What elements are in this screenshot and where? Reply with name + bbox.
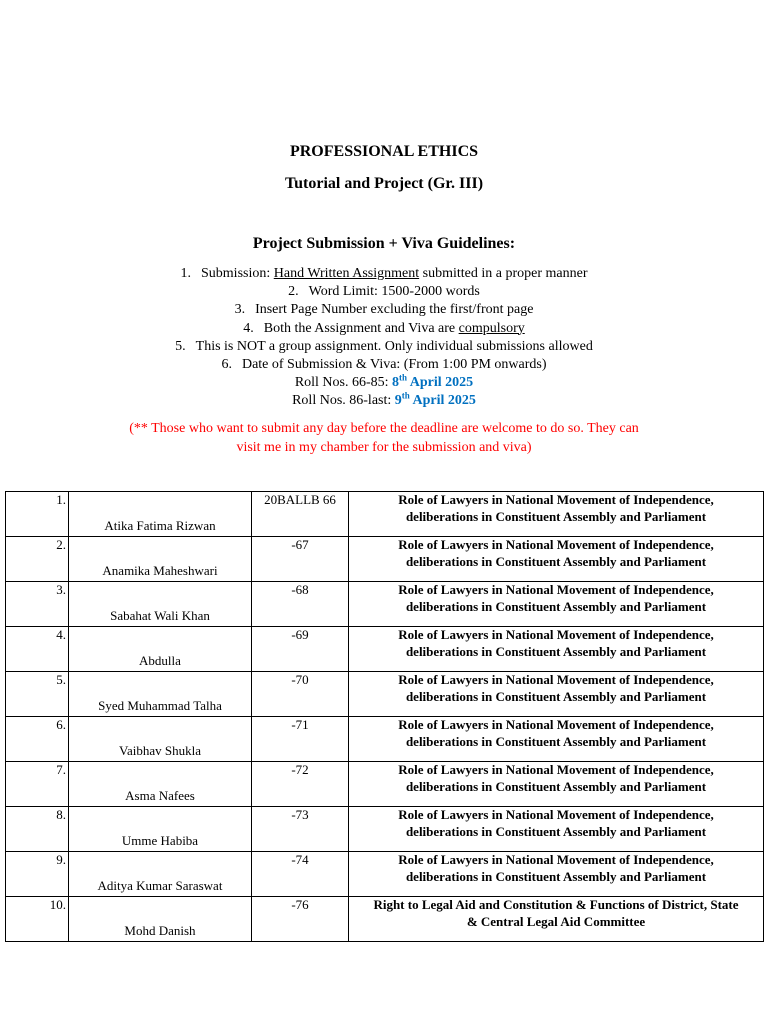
guideline-item-3 <box>0 301 768 319</box>
table-row <box>6 672 764 717</box>
table-row <box>6 807 764 852</box>
guideline-number: 4. <box>243 320 254 336</box>
roll-number-cell: -68 <box>252 582 349 627</box>
serial-number-cell: 2. <box>6 537 69 582</box>
page-subtitle: Tutorial and Project (Gr. III) <box>284 175 484 192</box>
roll-number-cell: -76 <box>252 897 349 942</box>
guideline-text: This is NOT a group assignment. Only individual submissions allowed <box>195 338 593 354</box>
schedule-date: 9th April 2025 <box>394 390 476 409</box>
guideline-text: submitted in a proper manner <box>419 266 588 281</box>
topic-line: deliberations in Constituent Assembly and Parliament <box>405 598 707 614</box>
topic-line: deliberations in Constituent Assembly and Parliament <box>405 508 707 524</box>
roll-number-cell: -72 <box>252 762 349 807</box>
guideline-text: Word Limit: 1500-2000 words <box>308 284 480 300</box>
roll-number-cell: -73 <box>252 807 349 852</box>
roll-number-cell: -74 <box>252 852 349 897</box>
schedule-label: Roll Nos. 66-85: <box>294 375 393 391</box>
guideline-underlined-text: compulsory <box>458 320 525 336</box>
topic-line: Role of Lawyers in National Movement of Independence, <box>398 852 714 867</box>
student-project-table <box>5 491 764 942</box>
table-row <box>6 492 764 537</box>
topic-line: deliberations in Constituent Assembly and Parliament <box>405 823 707 839</box>
topic-line: deliberations in Constituent Assembly and Parliament <box>405 733 707 749</box>
topic-line: Role of Lawyers in National Movement of Independence, <box>398 582 714 597</box>
project-topic-cell <box>349 897 764 942</box>
topic-line: & Central Legal Aid Committee <box>466 913 646 929</box>
table-row <box>6 537 764 582</box>
roll-number-cell: -70 <box>252 672 349 717</box>
submission-notice <box>90 419 678 457</box>
topic-line: deliberations in Constituent Assembly and Parliament <box>405 688 707 704</box>
guideline-text: Date of Submission & Viva: (From 1:00 PM onwards) <box>241 357 547 373</box>
project-topic-cell <box>349 852 764 897</box>
serial-number-cell: 4. <box>6 627 69 672</box>
table-row <box>6 852 764 897</box>
roll-number-cell: -67 <box>252 537 349 582</box>
student-name-cell: Aditya Kumar Saraswat <box>69 852 252 897</box>
serial-number-cell: 5. <box>6 672 69 717</box>
schedule-line <box>0 374 768 392</box>
guideline-item-4 <box>0 320 768 338</box>
guidelines-list <box>0 265 768 411</box>
notice-line: (** Those who want to submit any day before the deadline are welcome to do so. They can <box>129 421 639 436</box>
roll-number-cell: 20BALLB 66 <box>252 492 349 537</box>
student-name-cell: Syed Muhammad Talha <box>69 672 252 717</box>
student-name-cell: Atika Fatima Rizwan <box>69 492 252 537</box>
table-row <box>6 897 764 942</box>
topic-line: Right to Legal Aid and Constitution & Functions of District, State <box>373 897 739 912</box>
serial-number-cell: 9. <box>6 852 69 897</box>
project-topic-cell <box>349 672 764 717</box>
student-name-cell: Asma Nafees <box>69 762 252 807</box>
table-row <box>6 582 764 627</box>
serial-number-cell: 6. <box>6 717 69 762</box>
guideline-number: 5. <box>175 338 186 354</box>
topic-line: deliberations in Constituent Assembly and Parliament <box>405 553 707 569</box>
topic-line: deliberations in Constituent Assembly and Parliament <box>405 778 707 794</box>
guideline-text: Both the Assignment and Viva are <box>263 320 459 336</box>
topic-line: deliberations in Constituent Assembly and Parliament <box>405 643 707 659</box>
guideline-item-1 <box>0 265 768 283</box>
project-topic-cell <box>349 717 764 762</box>
project-topic-cell <box>349 762 764 807</box>
guideline-number: 2. <box>288 284 299 300</box>
schedule-label: Roll Nos. 86-last: <box>292 393 395 409</box>
serial-number-cell: 3. <box>6 582 69 627</box>
guideline-number: 3. <box>234 302 246 318</box>
topic-line: Role of Lawyers in National Movement of Independence, <box>398 762 714 777</box>
guideline-number: 6. <box>221 357 232 373</box>
guideline-underlined-text: Hand Written Assignment <box>273 266 420 281</box>
guideline-text: Submission: <box>201 266 274 281</box>
topic-line: Role of Lawyers in National Movement of Independence, <box>398 717 714 732</box>
topic-line: Role of Lawyers in National Movement of Independence, <box>398 492 714 507</box>
guideline-item-5 <box>0 338 768 356</box>
guidelines-heading: Project Submission + Viva Guidelines: <box>252 235 516 252</box>
student-name-cell: Mohd Danish <box>69 897 252 942</box>
student-name-cell: Sabahat Wali Khan <box>69 582 252 627</box>
serial-number-cell: 1. <box>6 492 69 537</box>
topic-line: Role of Lawyers in National Movement of Independence, <box>398 537 714 552</box>
topic-line: Role of Lawyers in National Movement of Independence, <box>398 807 714 822</box>
table-row <box>6 627 764 672</box>
topic-line: Role of Lawyers in National Movement of Independence, <box>398 627 714 642</box>
topic-line: Role of Lawyers in National Movement of Independence, <box>398 672 714 687</box>
student-name-cell: Vaibhav Shukla <box>69 717 252 762</box>
table-row <box>6 717 764 762</box>
schedule-date: 8th April 2025 <box>392 372 474 391</box>
page-title: PROFESSIONAL ETHICS <box>289 143 479 160</box>
table-row <box>6 762 764 807</box>
project-topic-cell <box>349 627 764 672</box>
guideline-item-2 <box>0 283 768 301</box>
guideline-text: Insert Page Number excluding the first/front page <box>255 302 534 318</box>
serial-number-cell: 7. <box>6 762 69 807</box>
student-name-cell: Abdulla <box>69 627 252 672</box>
serial-number-cell: 8. <box>6 807 69 852</box>
serial-number-cell: 10. <box>6 897 69 942</box>
guideline-number: 1. <box>180 266 191 281</box>
roll-number-cell: -71 <box>252 717 349 762</box>
schedule-line <box>0 392 768 410</box>
notice-line: visit me in my chamber for the submission and viva) <box>236 440 532 455</box>
project-topic-cell <box>349 537 764 582</box>
topic-line: deliberations in Constituent Assembly and Parliament <box>405 868 707 884</box>
project-topic-cell <box>349 807 764 852</box>
guideline-item-6 <box>0 356 768 374</box>
project-topic-cell <box>349 492 764 537</box>
project-topic-cell <box>349 582 764 627</box>
student-name-cell: Anamika Maheshwari <box>69 537 252 582</box>
student-name-cell: Umme Habiba <box>69 807 252 852</box>
roll-number-cell: -69 <box>252 627 349 672</box>
